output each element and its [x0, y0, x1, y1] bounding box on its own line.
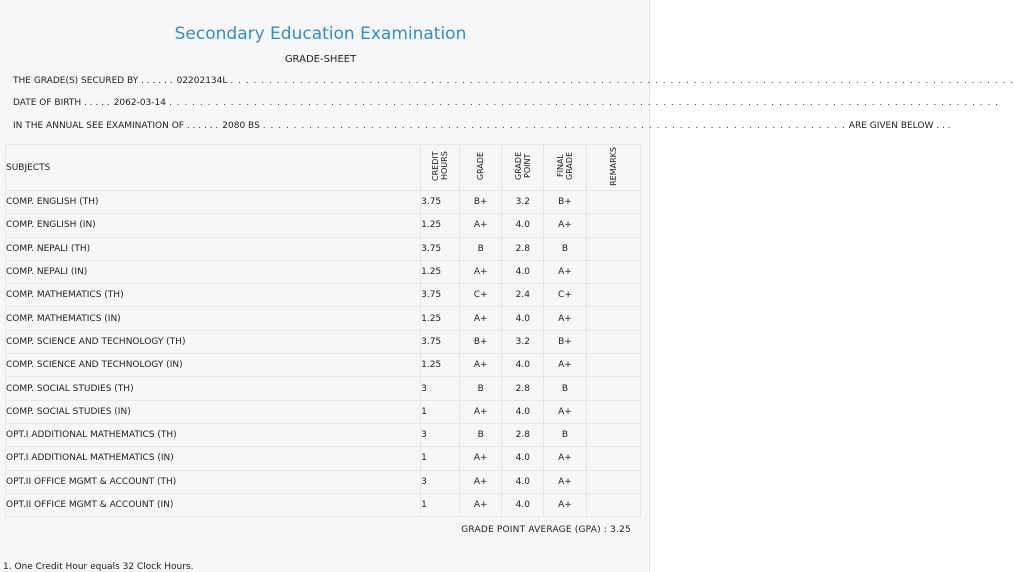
grade-cell: C+: [460, 284, 502, 307]
final-grade-cell: B: [544, 423, 586, 446]
table-row: [6, 423, 641, 446]
credit-hours-cell: 1.25: [421, 214, 460, 237]
final-grade-cell: A+: [544, 260, 586, 283]
subject-cell: COMP. SOCIAL STUDIES (IN): [6, 400, 421, 423]
dob-label: DATE OF BIRTH . . . . .: [13, 98, 110, 108]
grade-point-cell: 4.0: [502, 307, 544, 330]
grade-cell: A+: [460, 447, 502, 470]
subject-cell: COMP. ENGLISH (TH): [6, 191, 421, 214]
footnote: 1. One Credit Hour equals 32 Clock Hours.: [3, 562, 194, 572]
subject-cell: COMP. ENGLISH (IN): [6, 214, 421, 237]
symbol-line: [13, 76, 1014, 90]
final-grade-cell: A+: [544, 354, 586, 377]
final-grade-cell: A+: [544, 214, 586, 237]
credit-hours-cell: 1: [421, 493, 460, 516]
grade-point-cell: 4.0: [502, 493, 544, 516]
grade-cell: A+: [460, 493, 502, 516]
subject-cell: COMP. SCIENCE AND TECHNOLOGY (TH): [6, 330, 421, 353]
grade-cell: A+: [460, 354, 502, 377]
credit-hours-cell: 3.75: [421, 330, 460, 353]
header-grade-label: GRADE: [476, 151, 486, 181]
dob-line: [13, 98, 1000, 112]
grade-point-cell: 3.2: [502, 191, 544, 214]
grade-point-cell: 4.0: [502, 470, 544, 493]
table-row: [6, 470, 641, 493]
remarks-cell: [586, 377, 640, 400]
table-row: [6, 377, 641, 400]
final-grade-cell: A+: [544, 307, 586, 330]
grade-cell: B+: [460, 330, 502, 353]
table-row: [6, 237, 641, 260]
credit-hours-cell: 3: [421, 377, 460, 400]
header-final-grade-label: FINAL GRADE: [555, 151, 574, 181]
exam-value: 2080 BS: [222, 121, 260, 131]
credit-hours-cell: 3.75: [421, 191, 460, 214]
remarks-cell: [586, 191, 640, 214]
gpa-summary: GRADE POINT AVERAGE (GPA) : 3.25: [461, 525, 631, 535]
remarks-cell: [586, 284, 640, 307]
credit-hours-cell: 1.25: [421, 260, 460, 283]
credit-hours-cell: 3.75: [421, 237, 460, 260]
credit-hours-cell: 1.25: [421, 307, 460, 330]
grade-cell: A+: [460, 260, 502, 283]
final-grade-cell: A+: [544, 400, 586, 423]
grade-cell: A+: [460, 214, 502, 237]
header-remarks-label: REMARKS: [608, 146, 618, 186]
subject-cell: COMP. MATHEMATICS (IN): [6, 307, 421, 330]
table-row: [6, 447, 641, 470]
symbol-label: THE GRADE(S) SECURED BY . . . . . .: [13, 76, 173, 86]
remarks-cell: [586, 330, 640, 353]
grade-cell: B: [460, 423, 502, 446]
final-grade-cell: A+: [544, 493, 586, 516]
grade-point-cell: 2.8: [502, 423, 544, 446]
remarks-cell: [586, 307, 640, 330]
credit-hours-cell: 3: [421, 470, 460, 493]
grade-point-cell: 2.8: [502, 377, 544, 400]
dot-leader: . . . . . . . . . . . . . . . . . . . . . . . . . . . . . . . . . . . . . . . . . . . . . . . . . . . . . . . . . . . . . . . . . . . . . . . . . . . .: [262, 121, 846, 131]
final-grade-cell: A+: [544, 470, 586, 493]
table-row: [6, 307, 641, 330]
table-row: [6, 191, 641, 214]
grade-point-cell: 2.4: [502, 284, 544, 307]
table-row: [6, 400, 641, 423]
credit-hours-cell: 1.25: [421, 354, 460, 377]
grade-cell: B: [460, 237, 502, 260]
grade-point-cell: 4.0: [502, 260, 544, 283]
exam-tail: ARE GIVEN BELOW . . .: [848, 121, 951, 131]
subject-cell: COMP. SOCIAL STUDIES (TH): [6, 377, 421, 400]
header-remarks: [586, 145, 640, 191]
remarks-cell: [586, 470, 640, 493]
remarks-cell: [586, 260, 640, 283]
table-row: [6, 493, 641, 516]
final-grade-cell: B: [544, 377, 586, 400]
header-grade-point: [502, 145, 544, 191]
table-row: [6, 214, 641, 237]
symbol-value: 02202134L: [176, 76, 228, 86]
grade-cell: B: [460, 377, 502, 400]
subject-cell: OPT.I ADDITIONAL MATHEMATICS (IN): [6, 447, 421, 470]
grade-cell: A+: [460, 307, 502, 330]
exam-title: Secondary Education Examination: [174, 24, 467, 44]
table-row: [6, 330, 641, 353]
subject-cell: OPT.I ADDITIONAL MATHEMATICS (TH): [6, 423, 421, 446]
header-grade-point-label: GRADE POINT: [513, 151, 532, 181]
table-row: [6, 284, 641, 307]
header-credit-hours-label: CREDIT HOURS: [431, 151, 450, 181]
remarks-cell: [586, 354, 640, 377]
dot-leader: . . . . . . . . . . . . . . . . . . . . . . . . . . . . . . . . . . . . . . . . . . . . . . . . . . . . . . . . . . . . . . . . . . . . . . . . . . . . . . . . . . . . . . . . . . . . . . . . . . . . . . . . . . . .: [169, 98, 1000, 108]
table-row: [6, 354, 641, 377]
subject-cell: COMP. SCIENCE AND TECHNOLOGY (IN): [6, 354, 421, 377]
grade-point-cell: 4.0: [502, 214, 544, 237]
credit-hours-cell: 3.75: [421, 284, 460, 307]
final-grade-cell: B: [544, 237, 586, 260]
subject-cell: COMP. NEPALI (TH): [6, 237, 421, 260]
remarks-cell: [586, 423, 640, 446]
header-subjects: SUBJECTS: [6, 145, 421, 191]
exam-label: IN THE ANNUAL SEE EXAMINATION OF . . . . . .: [13, 121, 219, 131]
final-grade-cell: B+: [544, 191, 586, 214]
final-grade-cell: B+: [544, 330, 586, 353]
header-grade: [460, 145, 502, 191]
grade-rows: [6, 191, 641, 517]
subject-cell: COMP. MATHEMATICS (TH): [6, 284, 421, 307]
credit-hours-cell: 1: [421, 447, 460, 470]
grade-point-cell: 2.8: [502, 237, 544, 260]
sheet-subtitle: GRADE-SHEET: [284, 54, 357, 65]
credit-hours-cell: 3: [421, 423, 460, 446]
remarks-cell: [586, 400, 640, 423]
grades-table: [5, 144, 641, 517]
final-grade-cell: A+: [544, 447, 586, 470]
grade-point-cell: 3.2: [502, 330, 544, 353]
credit-hours-cell: 1: [421, 400, 460, 423]
dob-value: 2062-03-14: [113, 98, 167, 108]
dot-leader: . . . . . . . . . . . . . . . . . . . . . . . . . . . . . . . . . . . . . . . . . . . . . . . . . . . . . . . . . . . . . . . . . . . . . . . . . . . . . . . . . . . . . . . . . . . . . . . . . . . . . .: [230, 76, 1014, 86]
grade-point-cell: 4.0: [502, 354, 544, 377]
grade-cell: A+: [460, 470, 502, 493]
grade-cell: B+: [460, 191, 502, 214]
grade-cell: A+: [460, 400, 502, 423]
header-final-grade: [544, 145, 586, 191]
subject-cell: COMP. NEPALI (IN): [6, 260, 421, 283]
final-grade-cell: C+: [544, 284, 586, 307]
remarks-cell: [586, 237, 640, 260]
remarks-cell: [586, 447, 640, 470]
remarks-cell: [586, 493, 640, 516]
exam-line: [13, 121, 951, 135]
table-header-row: [6, 145, 641, 191]
grade-point-cell: 4.0: [502, 400, 544, 423]
grade-point-cell: 4.0: [502, 447, 544, 470]
subject-cell: OPT.II OFFICE MGMT & ACCOUNT (TH): [6, 470, 421, 493]
table-row: [6, 260, 641, 283]
subject-cell: OPT.II OFFICE MGMT & ACCOUNT (IN): [6, 493, 421, 516]
header-credit-hours: [421, 145, 460, 191]
remarks-cell: [586, 214, 640, 237]
